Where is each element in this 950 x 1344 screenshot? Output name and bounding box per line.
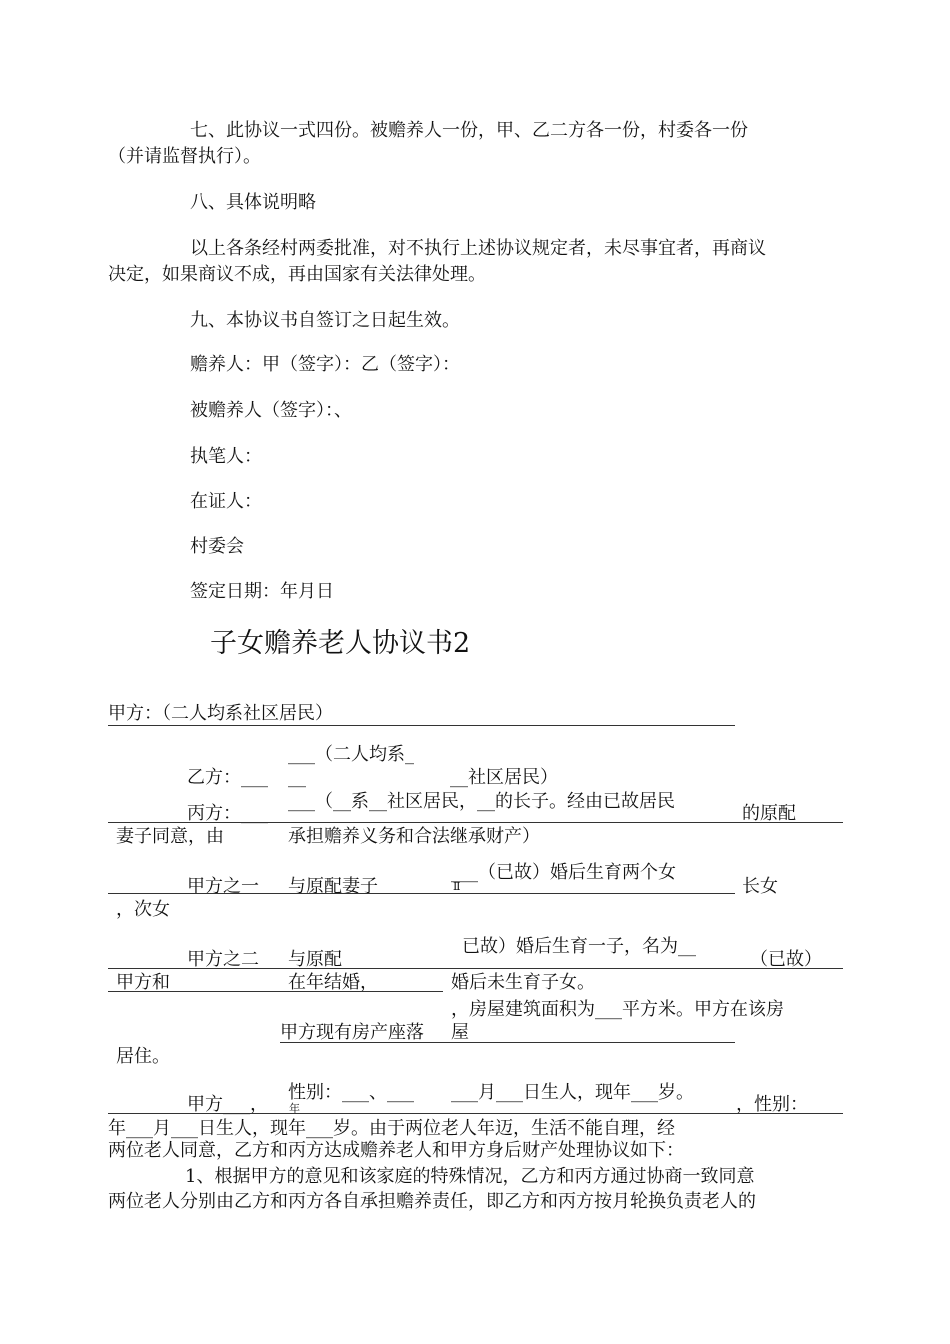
a2-childless: 婚后未生育子女。 (451, 972, 595, 993)
signature-writer: 执笔人： (190, 446, 262, 467)
party-b-right: __社区居民） (450, 767, 558, 788)
underline-party-a (108, 725, 735, 726)
signature-supporters: 赡养人：甲（签字）：乙（签字）： (190, 354, 460, 375)
underline-party-c (108, 822, 843, 823)
agreement-title: 子女赡养老人协议书2 (210, 628, 471, 659)
signature-supported: 被赡养人（签字）：、 (190, 400, 352, 421)
a2-mid: 与原配 (288, 949, 342, 970)
underline-a2-married (108, 991, 443, 992)
party-b-top: ___（二人均系_ (288, 744, 414, 765)
a1-second: ，次女 (116, 899, 170, 920)
party-c-text: ___（__系__社区居民，__的长子。经由已故居民 (288, 791, 675, 812)
live: 居住。 (116, 1046, 170, 1067)
house-location: 甲方现有房产座落 (280, 1022, 424, 1043)
wife-consent: 妻子同意，由 (116, 826, 224, 847)
signature-date: 签定日期：年月日 (190, 581, 334, 602)
age-month: ___月___日生人，现年___岁。 (451, 1082, 694, 1103)
signature-committee: 村委会 (190, 536, 244, 557)
party-c-tail: 的原配 (742, 803, 796, 824)
a2-married: 在年结婚， (288, 972, 378, 993)
approval-paragraph-line-2: 决定，如果商议不成，再由国家有关法律处理。 (108, 264, 486, 285)
a2-and: 甲方和 (116, 972, 170, 993)
wife-consent-text: 承担赡养义务和合法继承财产） (288, 826, 540, 847)
a1-label: 甲方之一 (187, 876, 259, 897)
a1-under: Ⅱ (453, 880, 461, 893)
party-b-label: 乙方：___ (187, 767, 268, 788)
party-b-mid: __ (288, 767, 306, 788)
underline-a1 (108, 893, 735, 894)
clause-9: 九、本协议书自签订之日起生效。 (190, 310, 460, 331)
a1-text: ___（已故）婚后生育两个女 (451, 862, 676, 883)
age-gender-right: ，性别： (736, 1094, 808, 1115)
house-text: ，房屋建筑面积为___平方米。甲方在该房 (451, 999, 784, 1020)
signature-witness: 在证人： (190, 491, 262, 512)
clause-1-line-1: 1、根据甲方的意见和该家庭的特殊情况，乙方和丙方通过协商一致同意 (185, 1166, 755, 1187)
a1-mid: 与原配妻子 (288, 876, 378, 897)
a1-eldest: 长女 (742, 876, 778, 897)
clause-8: 八、具体说明略 (190, 192, 316, 213)
age-year-under: 年 (289, 1102, 300, 1115)
clause-1-line-2: 两位老人分别由乙方和丙方各自承担赡养责任，即乙方和丙方按月轮换负责老人的 (108, 1191, 756, 1212)
approval-paragraph-line-1: 以上各条经村两委批准，对不执行上述协议规定者，未尽事宜者，再商议 (190, 238, 766, 259)
underline-age (108, 1113, 843, 1114)
age-line-2: 年___月___日生人，现年___岁。由于两位老人年迈，生活不能自理，经 (108, 1118, 675, 1139)
a2-text: 已故）婚后生育一子，名为__ (462, 936, 696, 957)
party-c-label: 丙方：___ (187, 803, 268, 824)
clause-7-line-1: 七、此协议一式四份。被赡养人一份，甲、乙二方各一份，村委各一份 (190, 120, 748, 141)
underline-a2 (108, 968, 843, 969)
consent-line: 两位老人同意，乙方和丙方达成赡养老人和甲方身后财产处理协议如下： (108, 1140, 684, 1161)
underline-house (280, 1042, 735, 1043)
party-a: 甲方：（二人均系社区居民） (108, 703, 333, 724)
a2-deceased: （已故） (750, 949, 822, 970)
age-label: 甲方___， (187, 1094, 268, 1115)
a2-label: 甲方之二 (187, 949, 259, 970)
house-wu: 屋 (451, 1022, 469, 1043)
age-gender: 性别：___、___ (288, 1082, 414, 1103)
clause-7-line-2: （并请监督执行）。 (108, 146, 261, 167)
